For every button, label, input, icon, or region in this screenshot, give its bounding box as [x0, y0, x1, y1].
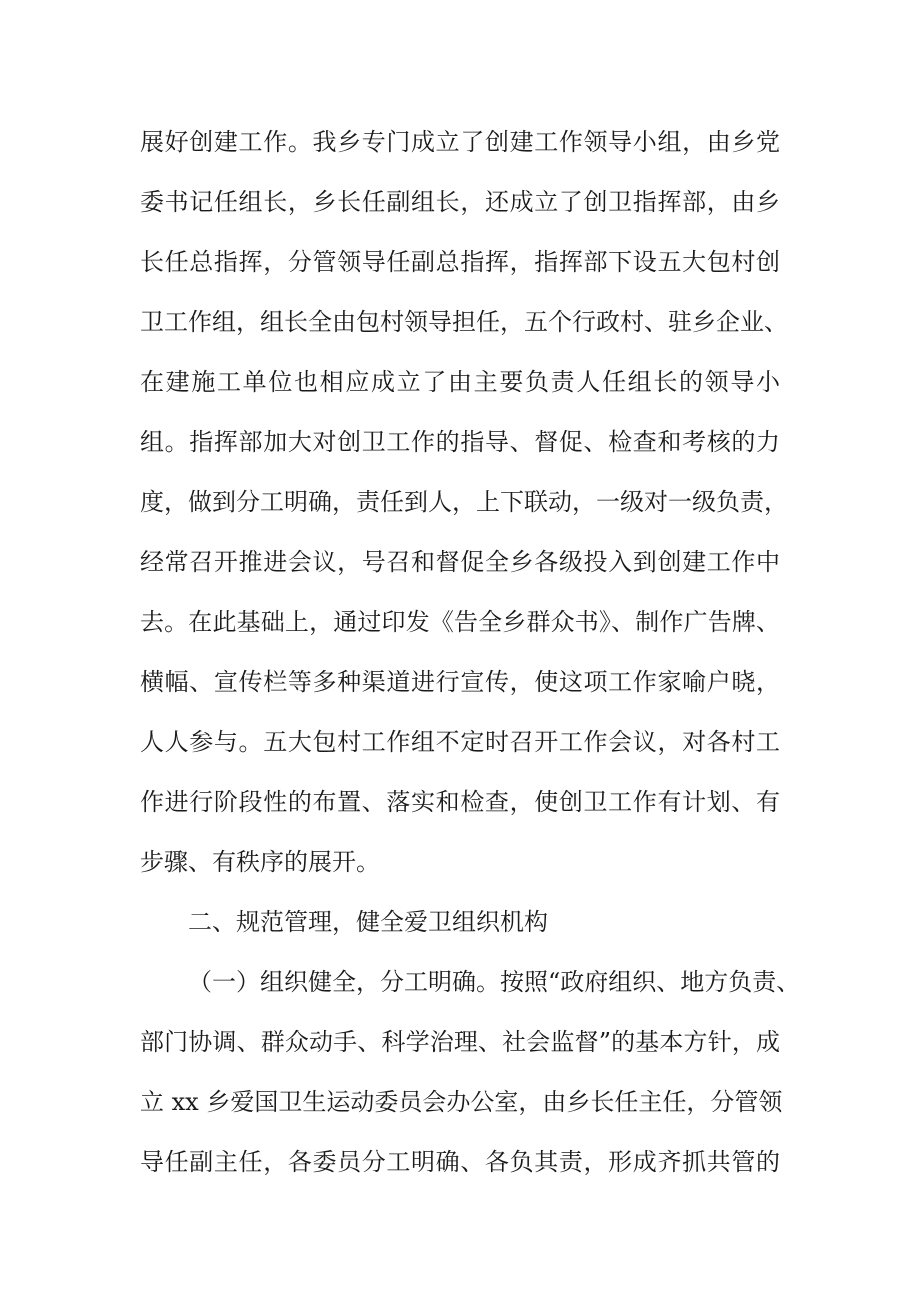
body-text-line: （一）组织健全，分工明确。按照“政府组织、地方负责、: [188, 968, 801, 996]
body-text-line: 人人参与。五大包村工作组不定时召开工作会议，对各村工: [140, 728, 780, 756]
body-text-line: 作进行阶段性的布置、落实和检查，使创卫工作有计划、有: [140, 788, 780, 816]
body-text-line: 长任总指挥，分管领导任副总指挥，指挥部下设五大包村创: [140, 248, 780, 276]
body-text-line: 在建施工单位也相应成立了由主要负责人任组长的领导小: [140, 368, 780, 396]
body-text-line: 经常召开推进会议，号召和督促全乡各级投入到创建工作中: [140, 548, 780, 576]
section-heading: 二、规范管理，健全爱卫组织机构: [188, 908, 548, 936]
body-text-line: 导任副主任，各委员分工明确、各负其责，形成齐抓共管的: [140, 1148, 780, 1176]
body-text-line: 部门协调、群众动手、科学治理、社会监督”的基本方针，成: [140, 1028, 780, 1056]
body-text-line: 卫工作组，组长全由包村领导担任，五个行政村、驻乡企业、: [140, 308, 788, 336]
body-text-line: 立 xx 乡爱国卫生运动委员会办公室，由乡长任主任，分管领: [140, 1088, 783, 1116]
body-text-line: 委书记任组长，乡长任副组长，还成立了创卫指挥部，由乡: [140, 188, 780, 216]
body-text-line: 横幅、宣传栏等多种渠道进行宣传，使这项工作家喻户晓，: [140, 668, 780, 696]
body-text-line: 去。在此基础上，通过印发《告全乡群众书》、制作广告牌、: [140, 608, 780, 636]
body-text-line: 组。指挥部加大对创卫工作的指导、督促、检查和考核的力: [140, 428, 780, 456]
body-text-line: 度，做到分工明确，责任到人，上下联动，一级对一级负责，: [140, 488, 788, 516]
body-text-line: 展好创建工作。我乡专门成立了创建工作领导小组，由乡党: [140, 128, 780, 156]
body-text-line: 步骤、有秩序的展开。: [140, 848, 380, 876]
